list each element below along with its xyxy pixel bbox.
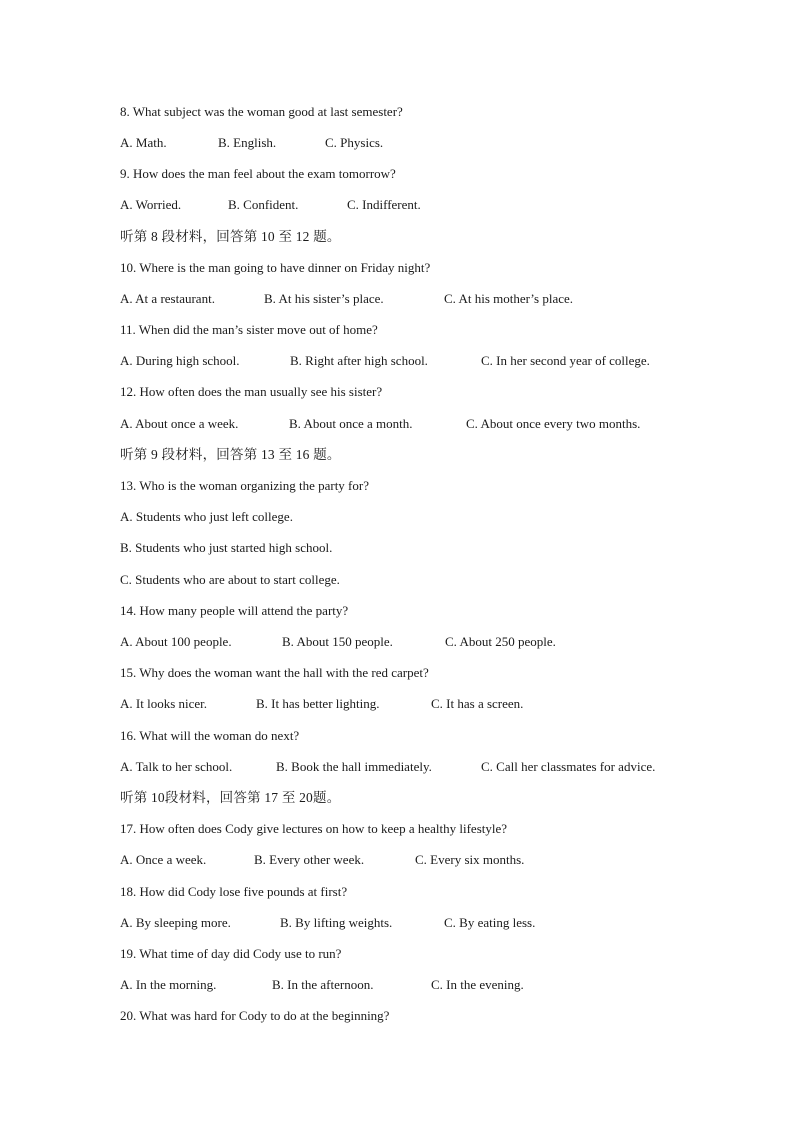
- option-b: B. It has better lighting.: [256, 696, 380, 711]
- question-15: 15. Why does the woman want the hall with the red carpet?: [120, 665, 429, 680]
- option-b: B. Confident.: [228, 197, 299, 212]
- option-c: C. About 250 people.: [445, 634, 556, 649]
- option-c: C. Call her classmates for advice.: [481, 759, 656, 774]
- option-a: A. Once a week.: [120, 852, 207, 867]
- option-a: A. At a restaurant.: [120, 291, 215, 306]
- question-17: 17. How often does Cody give lectures on how to keep a healthy lifestyle?: [120, 821, 508, 836]
- option-c: C. By eating less.: [444, 915, 536, 930]
- option-c: C. Indifferent.: [347, 197, 421, 212]
- question-14: 14. How many people will attend the party?: [120, 603, 349, 618]
- option-b: B. English.: [218, 135, 277, 150]
- question-10: 10. Where is the man going to have dinner on Friday night?: [120, 260, 431, 275]
- option-b: B. Right after high school.: [290, 353, 428, 368]
- option-a: A. About 100 people.: [120, 634, 232, 649]
- section-heading-8: 听第 8 段材料，回答第 10 至 12 题。: [120, 229, 341, 244]
- question-9: 9. How does the man feel about the exam tomorrow?: [120, 166, 396, 181]
- option-b: B. In the afternoon.: [272, 977, 374, 992]
- option-c: C. About once every two months.: [466, 416, 641, 431]
- option-b: B. Students who just started high school.: [120, 540, 333, 555]
- section-heading-10: 听第 10段材料，回答第 17 至 20题。: [120, 790, 341, 805]
- option-b: B. Book the hall immediately.: [276, 759, 432, 774]
- option-a: A. It looks nicer.: [120, 696, 208, 711]
- option-b: B. About 150 people.: [282, 634, 393, 649]
- section-heading-9: 听第 9 段材料，回答第 13 至 16 题。: [120, 447, 341, 462]
- option-c: C. It has a screen.: [431, 696, 524, 711]
- option-a: A. In the morning.: [120, 977, 217, 992]
- question-18: 18. How did Cody lose five pounds at first?: [120, 884, 348, 899]
- option-a: A. About once a week.: [120, 416, 239, 431]
- option-a: A. Talk to her school.: [120, 759, 233, 774]
- question-19: 19. What time of day did Cody use to run?: [120, 946, 342, 961]
- option-a: A. During high school.: [120, 353, 240, 368]
- option-a: A. Math.: [120, 135, 167, 150]
- option-b: B. Every other week.: [254, 852, 365, 867]
- option-c: C. Physics.: [325, 135, 384, 150]
- option-b: B. At his sister’s place.: [264, 291, 384, 306]
- question-13: 13. Who is the woman organizing the party for?: [120, 478, 369, 493]
- option-c: C. At his mother’s place.: [444, 291, 574, 306]
- option-a: A. By sleeping more.: [120, 915, 231, 930]
- option-c: C. In the evening.: [431, 977, 524, 992]
- option-a: A. Students who just left college.: [120, 509, 293, 524]
- question-11: 11. When did the man’s sister move out of home?: [120, 322, 378, 337]
- option-a: A. Worried.: [120, 197, 182, 212]
- option-b: B. By lifting weights.: [280, 915, 393, 930]
- option-b: B. About once a month.: [289, 416, 413, 431]
- option-c: C. In her second year of college.: [481, 353, 650, 368]
- question-8: 8. What subject was the woman good at last semester?: [120, 104, 403, 119]
- option-c: C. Students who are about to start college.: [120, 572, 340, 587]
- question-16: 16. What will the woman do next?: [120, 728, 300, 743]
- question-20: 20. What was hard for Cody to do at the beginning?: [120, 1008, 390, 1023]
- option-c: C. Every six months.: [415, 852, 525, 867]
- question-12: 12. How often does the man usually see his sister?: [120, 384, 383, 399]
